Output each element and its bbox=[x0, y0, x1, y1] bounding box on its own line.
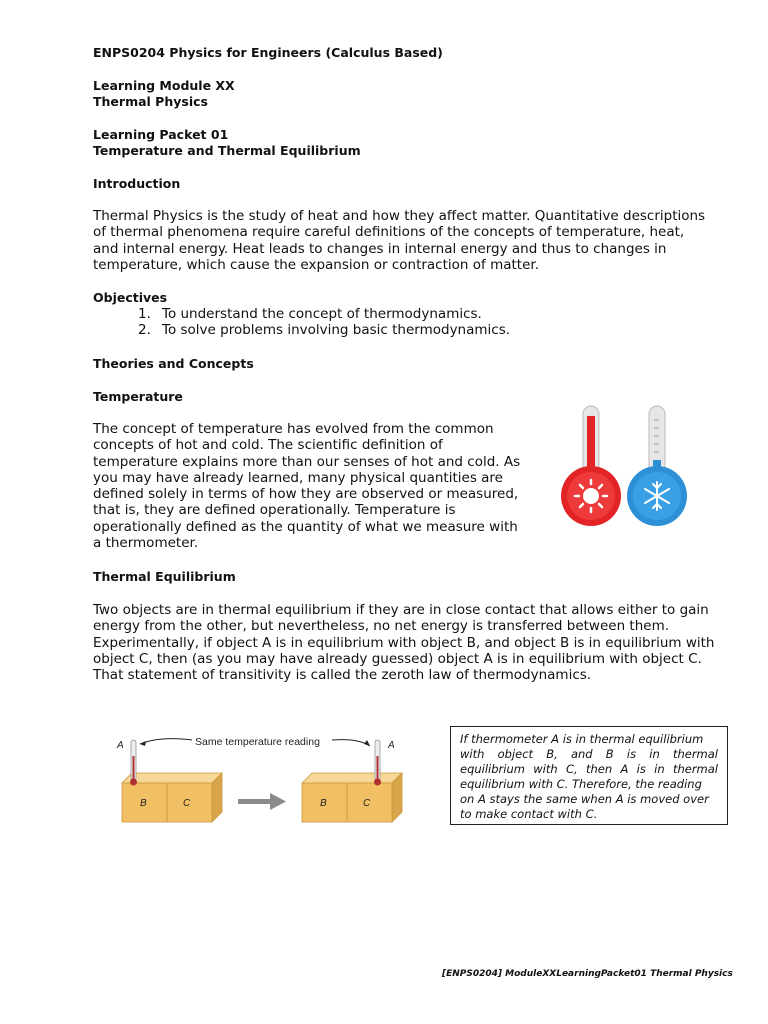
equilibrium-line: That statement of transitivity is called the zeroth law of thermodynamics. bbox=[93, 667, 592, 684]
zeroth-law-diagram bbox=[110, 726, 420, 830]
caption-line: If thermometer A is in thermal equilibrium bbox=[460, 732, 704, 746]
introduction-line: and internal energy. Heat leads to changes in internal energy and thus to changes in bbox=[93, 240, 667, 257]
hot-cold-thermometers-illustration bbox=[555, 402, 705, 532]
thermometer-a-label: A bbox=[388, 740, 395, 751]
equilibrium-paragraph bbox=[93, 602, 733, 683]
introduction-paragraph bbox=[93, 208, 723, 273]
introduction-line: Thermal Physics is the study of heat and how they affect matter. Quantitative descriptions bbox=[93, 208, 706, 224]
objective-item: 1. To understand the concept of thermodynamics. bbox=[138, 306, 482, 322]
temperature-line: you may have already learned, many physical quantities are bbox=[93, 469, 503, 486]
caption-line: equilibrium with C, then A is in thermal bbox=[460, 762, 718, 776]
caption-line: with object B, and B is in thermal bbox=[460, 747, 718, 761]
page-footer: [ENPS0204] ModuleXXLearningPacket01 Thermal Physics bbox=[442, 969, 733, 979]
right-block-pair bbox=[302, 773, 402, 822]
block-c-label: C bbox=[183, 798, 191, 809]
temperature-line: temperature explains more than our senses of hot and cold. As bbox=[93, 453, 521, 470]
packet-label: Learning Packet 01 bbox=[93, 127, 229, 142]
temperature-line: operationally defined as the quantity of what we measure with bbox=[93, 518, 518, 535]
packet-title: Temperature and Thermal Equilibrium bbox=[93, 143, 361, 158]
equilibrium-line: object C, then (as you may have already guessed) object A is in equilibrium with object C. bbox=[93, 650, 702, 667]
caption-line: on A stays the same when A is moved over bbox=[460, 792, 709, 806]
block-c-label: C bbox=[363, 798, 371, 809]
temperature-line: The concept of temperature has evolved from the common bbox=[93, 421, 494, 437]
temperature-line: that is, they are defined operationally. Temperature is bbox=[93, 502, 456, 519]
block-b-label: B bbox=[320, 798, 327, 809]
right-thermometer-icon bbox=[374, 740, 381, 786]
temperature-line: defined solely in terms of how they are observed or measured, bbox=[93, 486, 519, 503]
module-label: Learning Module XX bbox=[93, 78, 235, 93]
course-title: ENPS0204 Physics for Engineers (Calculus Based) bbox=[93, 45, 443, 60]
temperature-paragraph bbox=[93, 421, 533, 551]
caption-line: equilibrium with C. Therefore, the reading bbox=[460, 777, 702, 791]
theories-heading: Theories and Concepts bbox=[93, 356, 254, 371]
hot-thermometer-icon bbox=[561, 406, 621, 526]
temperature-line: concepts of hot and cold. The scientific definition of bbox=[93, 437, 443, 454]
diagram-caption-box bbox=[450, 726, 728, 825]
equilibrium-line: Two objects are in thermal equilibrium if they are in close contact that allows either to gain bbox=[93, 602, 709, 618]
temperature-heading: Temperature bbox=[93, 389, 183, 404]
cold-thermometer-icon bbox=[627, 406, 687, 526]
equilibrium-line: energy from the other, but nevertheless, no net energy is transferred between them. bbox=[93, 618, 670, 635]
equilibrium-line: Experimentally, if object A is in equilibrium with object B, and object B is in equilibrium with bbox=[93, 634, 715, 651]
introduction-heading: Introduction bbox=[93, 176, 181, 191]
objectives-heading: Objectives bbox=[93, 290, 168, 305]
introduction-line: of thermal phenomena require careful definitions of the concepts of temperature, heat, bbox=[93, 224, 685, 241]
objective-item: 2. To solve problems involving basic thermodynamics. bbox=[138, 322, 511, 339]
objectives-list bbox=[138, 306, 638, 339]
caption-line: to make contact with C. bbox=[460, 807, 598, 821]
left-block-pair bbox=[122, 773, 222, 822]
block-b-label: B bbox=[140, 798, 147, 809]
equilibrium-heading: Thermal Equilibrium bbox=[93, 569, 236, 584]
same-reading-label: Same temperature reading bbox=[195, 736, 320, 748]
temperature-line: a thermometer. bbox=[93, 535, 199, 552]
introduction-line: temperature, which cause the expansion or contraction of matter. bbox=[93, 256, 539, 273]
move-arrow-icon bbox=[238, 793, 286, 810]
left-thermometer-icon bbox=[130, 740, 137, 786]
thermometer-a-label: A bbox=[117, 740, 124, 751]
module-title: Thermal Physics bbox=[93, 94, 208, 109]
